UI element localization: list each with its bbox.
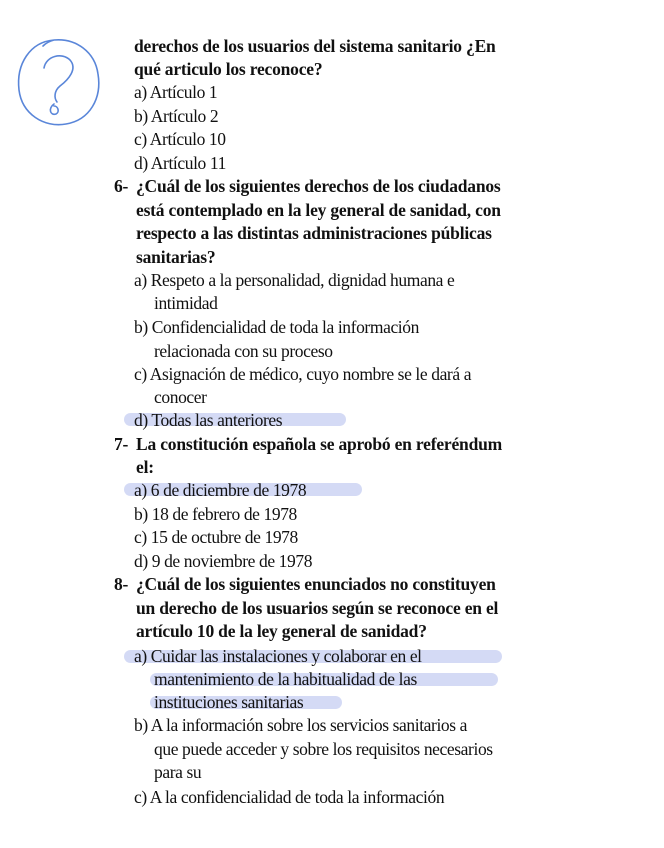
q6-option-b-line-2: relacionada con su proceso <box>154 341 333 361</box>
q7-option-a: a) 6 de diciembre de 1978 <box>134 480 307 500</box>
q8-option-a-line-3: instituciones sanitarias <box>154 692 304 712</box>
q5-option-a: a) Artículo 1 <box>134 82 218 102</box>
q7-option-b: b) 18 de febrero de 1978 <box>134 504 297 524</box>
q8-option-a-line-1: a) Cuidar las instalaciones y colaborar en el <box>134 646 422 666</box>
q5-option-c: c) Artículo 10 <box>134 129 226 149</box>
q8-option-c: c) A la confidencialidad de toda la información <box>134 787 445 807</box>
q6-text-line-3: respecto a las distintas administraciones públicas <box>136 223 492 243</box>
q8-text-line-2: un derecho de los usuarios según se reconoce en el <box>136 598 499 618</box>
q6-option-c-line-2: conocer <box>154 387 207 407</box>
q6-option-c-line-1: c) Asignación de médico, cuyo nombre se le dará a <box>134 364 472 384</box>
q6-option-a-line-1: a) Respeto a la personalidad, dignidad humana e <box>134 270 455 290</box>
q8-number: 8- <box>114 574 129 594</box>
q7-number: 7- <box>114 434 129 454</box>
q6-text-line-1: ¿Cuál de los siguientes derechos de los ciudadanos <box>136 176 501 196</box>
q7-text-line-1: La constitución española se aprobó en referéndum <box>136 434 503 454</box>
q8-text-line-3: artículo 10 de la ley general de sanidad? <box>136 621 427 641</box>
q7-option-c: c) 15 de octubre de 1978 <box>134 527 298 547</box>
q5-option-d: d) Artículo 11 <box>134 153 226 173</box>
q6-text-line-4: sanitarias? <box>136 247 216 267</box>
q6-text-line-2: está contemplado en la ley general de sanidad, con <box>136 200 501 220</box>
q8-option-b-line-3: para su <box>154 762 202 782</box>
q5-option-b: b) Artículo 2 <box>134 106 219 126</box>
q5-text-line-2: qué articulo los reconoce? <box>134 59 323 79</box>
q6-number: 6- <box>114 176 129 196</box>
q8-text-line-1: ¿Cuál de los siguientes enunciados no constituyen <box>136 574 496 594</box>
q7-option-d: d) 9 de noviembre de 1978 <box>134 551 313 571</box>
q8-option-b-line-2: que puede acceder y sobre los requisitos necesarios <box>154 739 493 759</box>
q5-text-line-1: derechos de los usuarios del sistema sanitario ¿En <box>134 36 496 56</box>
q6-option-a-line-2: intimidad <box>154 293 218 313</box>
q7-text-line-2: el: <box>136 457 154 477</box>
q8-option-b-line-1: b) A la información sobre los servicios sanitarios a <box>134 715 468 735</box>
q6-option-b-line-1: b) Confidencialidad de toda la información <box>134 317 419 337</box>
q8-option-a-line-2: mantenimiento de la habitualidad de las <box>154 669 417 689</box>
question-mark-circle-icon <box>10 34 106 132</box>
q6-option-d: d) Todas las anteriores <box>134 410 283 430</box>
